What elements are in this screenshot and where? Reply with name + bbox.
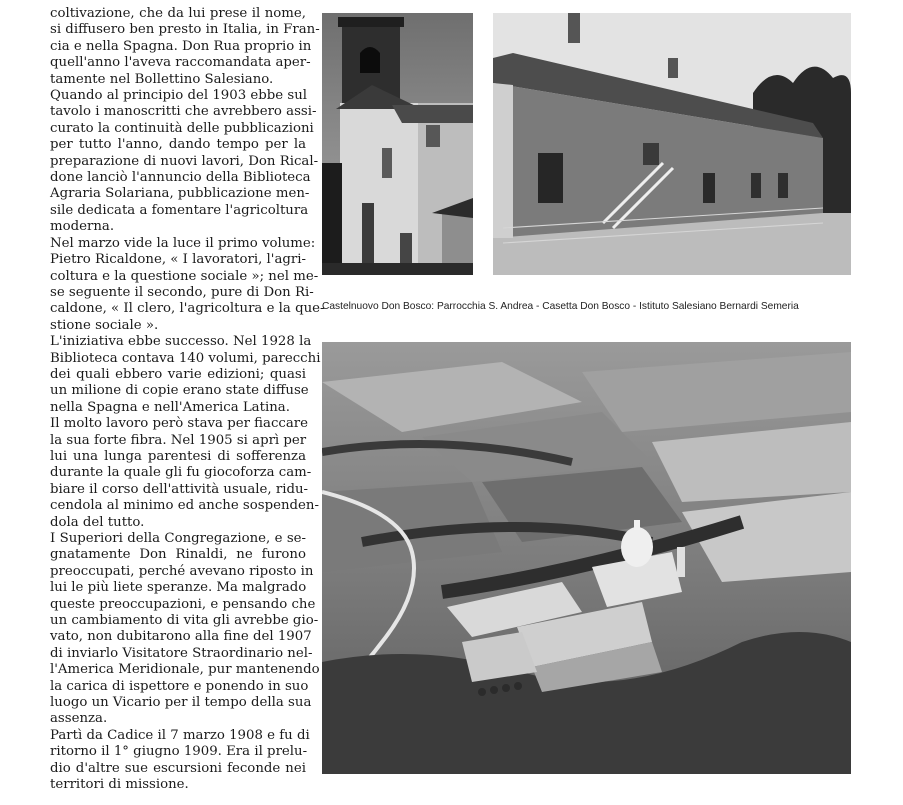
text-line: tamente nel Bollettino Salesiano. xyxy=(50,71,274,87)
text-line: Il molto lavoro però stava per fiaccare xyxy=(50,416,308,432)
church-photo xyxy=(322,13,473,275)
text-line: L'iniziativa ebbe successo. Nel 1928 la xyxy=(50,334,312,350)
aerial-photo xyxy=(322,342,851,774)
text-line: biare il corso dell'attività usuale, ridu- xyxy=(50,481,309,497)
text-line: stione sociale ». xyxy=(50,317,159,333)
text-line: gnatamente Don Rinaldi, ne furono xyxy=(50,547,306,563)
text-line: preparazione di nuovi lavori, Don Rical- xyxy=(50,153,319,169)
body-paragraph xyxy=(50,6,325,794)
text-line: lui le più liete speranze. Ma malgrado xyxy=(50,580,307,596)
text-line: cendola al minimo ed anche sospenden- xyxy=(50,498,319,514)
text-line: l'America Meridionale, pur mantenendo xyxy=(50,662,320,678)
text-line: curato la continuità delle pubblicazioni xyxy=(50,120,314,136)
text-line: Pietro Ricaldone, « I lavoratori, l'agri- xyxy=(50,252,306,268)
text-line: territori di missione. xyxy=(50,777,189,793)
text-line: sile dedicata a fomentare l'agricoltura xyxy=(50,202,309,218)
text-line: coltivazione, che da lui prese il nome, xyxy=(50,6,306,21)
text-line: done lanciò l'annuncio della Biblioteca xyxy=(50,170,311,186)
text-line: I Superiori della Congregazione, e se- xyxy=(50,531,306,546)
text-line: Agraria Solariana, pubblicazione men- xyxy=(50,186,310,202)
text-line: Biblioteca contava 140 volumi, parecchi xyxy=(50,350,321,366)
text-line: un cambiamento di vita gli avrebbe gio- xyxy=(50,613,319,629)
text-line: durante la quale gli fu giocoforza cam- xyxy=(50,465,312,481)
photo-caption: Castelnuovo Don Bosco: Parrocchia S. Andrea - Casetta Don Bosco - Istituto Salesiano Bernardi Semeria xyxy=(322,301,799,312)
casetta-photo xyxy=(493,13,851,275)
text-line: dei quali ebbero varie edizioni; quasi xyxy=(50,366,306,382)
text-line: moderna. xyxy=(50,219,115,235)
text-line: tavolo i manoscritti che avrebbero assi- xyxy=(50,104,317,120)
text-line: la carica di ispettore e ponendo in suo xyxy=(50,678,309,694)
text-line: queste preoccupazioni, e pensando che xyxy=(50,596,316,612)
text-line: preoccupati, perché avevano riposto in xyxy=(50,563,314,579)
text-line: quell'anno l'aveva raccomandata aper- xyxy=(50,55,311,71)
text-line: cia e nella Spagna. Don Rua proprio in xyxy=(50,38,312,54)
text-line: caldone, « Il clero, l'agricoltura e la que- xyxy=(50,301,325,317)
text-line: luogo un Vicario per il tempo della sua xyxy=(50,695,312,711)
text-line: vato, non dubitarono alla fine del 1907 xyxy=(50,629,312,645)
text-line: ritorno il 1° giugno 1909. Era il prelu- xyxy=(50,744,308,760)
text-line: nella Spagna e nell'America Latina. xyxy=(50,399,290,415)
text-line: Nel marzo vide la luce il primo volume: xyxy=(50,235,316,251)
text-line: dio d'altre sue escursioni feconde nei xyxy=(50,760,306,776)
text-line: per tutto l'anno, dando tempo per la xyxy=(50,137,306,153)
text-line: assenza. xyxy=(50,711,108,727)
text-line: si diffusero ben presto in Italia, in Fran- xyxy=(50,22,320,38)
text-line: coltura e la questione sociale »; nel me- xyxy=(50,268,319,284)
text-line: di inviarlo Visitatore Straordinario nel- xyxy=(50,645,313,661)
text-line: se seguente il secondo, pure di Don Ri- xyxy=(50,284,314,300)
body-text-column xyxy=(50,6,325,794)
text-line: Quando al principio del 1903 ebbe sul xyxy=(50,88,308,104)
text-line: un milione di copie erano state diffuse xyxy=(50,383,309,399)
text-line: dola del tutto. xyxy=(50,514,145,530)
text-line: Partì da Cadice il 7 marzo 1908 e fu di xyxy=(50,727,310,743)
text-line: la sua forte fibra. Nel 1905 si aprì per xyxy=(50,432,307,448)
text-line: lui una lunga parentesi di sofferenza xyxy=(50,448,306,464)
